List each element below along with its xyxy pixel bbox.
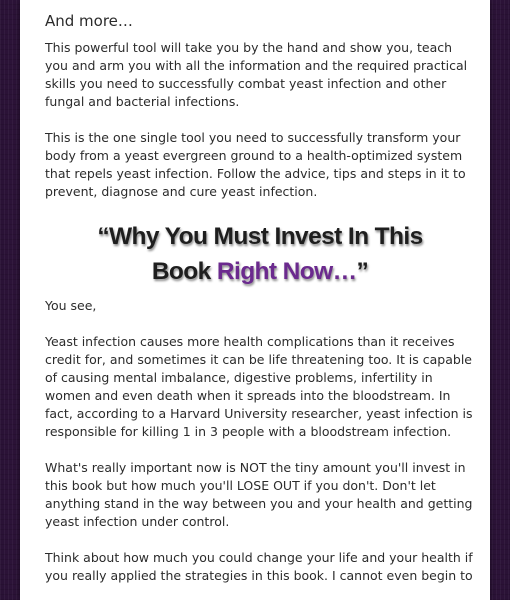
- intro-paragraph: This powerful tool will take you by the hand and show you, teach you and arm you with all the information and the required practical skills you need to successfully combat yeast infection and other fungal and bacterial infections.: [45, 40, 468, 109]
- invest-paragraph: What's really important now is NOT the tiny amount you'll invest in this book but how much you'll LOSE OUT if you don't. Don't let anything stand in the way between you and your health and getting yeast infection under control.: [45, 460, 473, 529]
- headline-line-2: [37, 254, 483, 289]
- health-complications-paragraph: Yeast infection causes more health complications than it receives credit for, and sometimes it can be life threatening too. It is capable of causing mental imbalance, digestive problems, infertility in women and even death when it spreads into the bloodstream. In fact, according to a Harvard University researcher, yeast infection is responsible for killing 1 in 3 people with a bloodstream infection.: [45, 334, 473, 439]
- section-heading: And more…: [45, 12, 133, 30]
- page-paper: [20, 0, 490, 600]
- headline-highlight: Right Now…: [216, 258, 357, 285]
- think-paragraph: Think about how much you could change your life and your health if you really applied the strategies in this book. I cannot even begin to: [45, 550, 473, 583]
- you-see-paragraph: You see,: [45, 298, 97, 313]
- headline-line-1: “Why You Must Invest In This: [97, 223, 423, 250]
- headline: [37, 219, 483, 289]
- headline-line-2-suffix: ”: [356, 258, 369, 285]
- transform-paragraph: This is the one single tool you need to successfully transform your body from a yeast evergreen ground to a health-optimized system that repels yeast infection. Follow the advice, tips and steps in it to prevent, diagnose and cure yeast infection.: [45, 130, 466, 199]
- article-content: [45, 12, 475, 600]
- headline-line-2-prefix: Book: [151, 258, 217, 285]
